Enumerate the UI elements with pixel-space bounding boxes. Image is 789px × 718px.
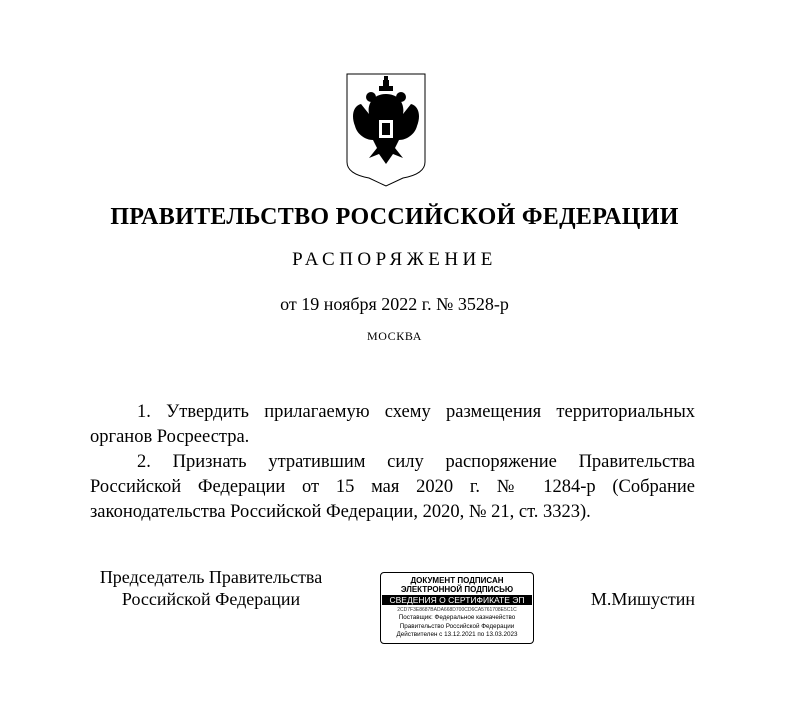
stamp-supplier: Поставщик: Федеральное казначейство (398, 614, 516, 621)
issue-city: МОСКВА (366, 329, 422, 343)
document-type: РАСПОРЯЖЕНИЕ (292, 249, 497, 270)
coat-of-arms-emblem (343, 70, 429, 188)
stamp-line1: ДОКУМЕНТ ПОДПИСАН (410, 576, 504, 585)
signer-position-line1: Председатель Правительства (99, 567, 323, 587)
stamp-certificate-bar: СВЕДЕНИЯ О СЕРТИФИКАТЕ ЭП (382, 595, 532, 605)
document-body (90, 400, 695, 525)
stamp-validity: Действителен с 13.12.2021 по 13.03.2023 (396, 631, 518, 638)
electronic-signature-stamp (380, 572, 534, 644)
signer-name: М.Мишустин (590, 589, 695, 609)
document-date-number: от 19 ноября 2022 г. № 3528-р (280, 294, 509, 314)
signer-position (80, 566, 342, 610)
paragraph-2: 2. Признать утратившим силу распоряжение Правительства Российской Федерации от 15 мая 2020 г. № 1284-р (Собрание законодательства Российской Федерации, 2020, № 21, ст. 3323). (90, 452, 695, 522)
issuer-title: ПРАВИТЕЛЬСТВО РОССИЙСКОЙ ФЕДЕРАЦИИ (110, 204, 679, 230)
stamp-line2: ЭЛЕКТРОННОЙ ПОДПИСЬЮ (400, 585, 514, 594)
paragraph-1: 1. Утвердить прилагаемую схему размещения территориальных органов Росреестра. (90, 402, 695, 447)
signer-position-line2: Российской Федерации (121, 589, 301, 609)
stamp-owner: Правительство Российской Федерации (399, 622, 515, 630)
stamp-serial: 2CD7F3E8687BADA668D700CD6CA5761708E5C1C (397, 607, 517, 613)
